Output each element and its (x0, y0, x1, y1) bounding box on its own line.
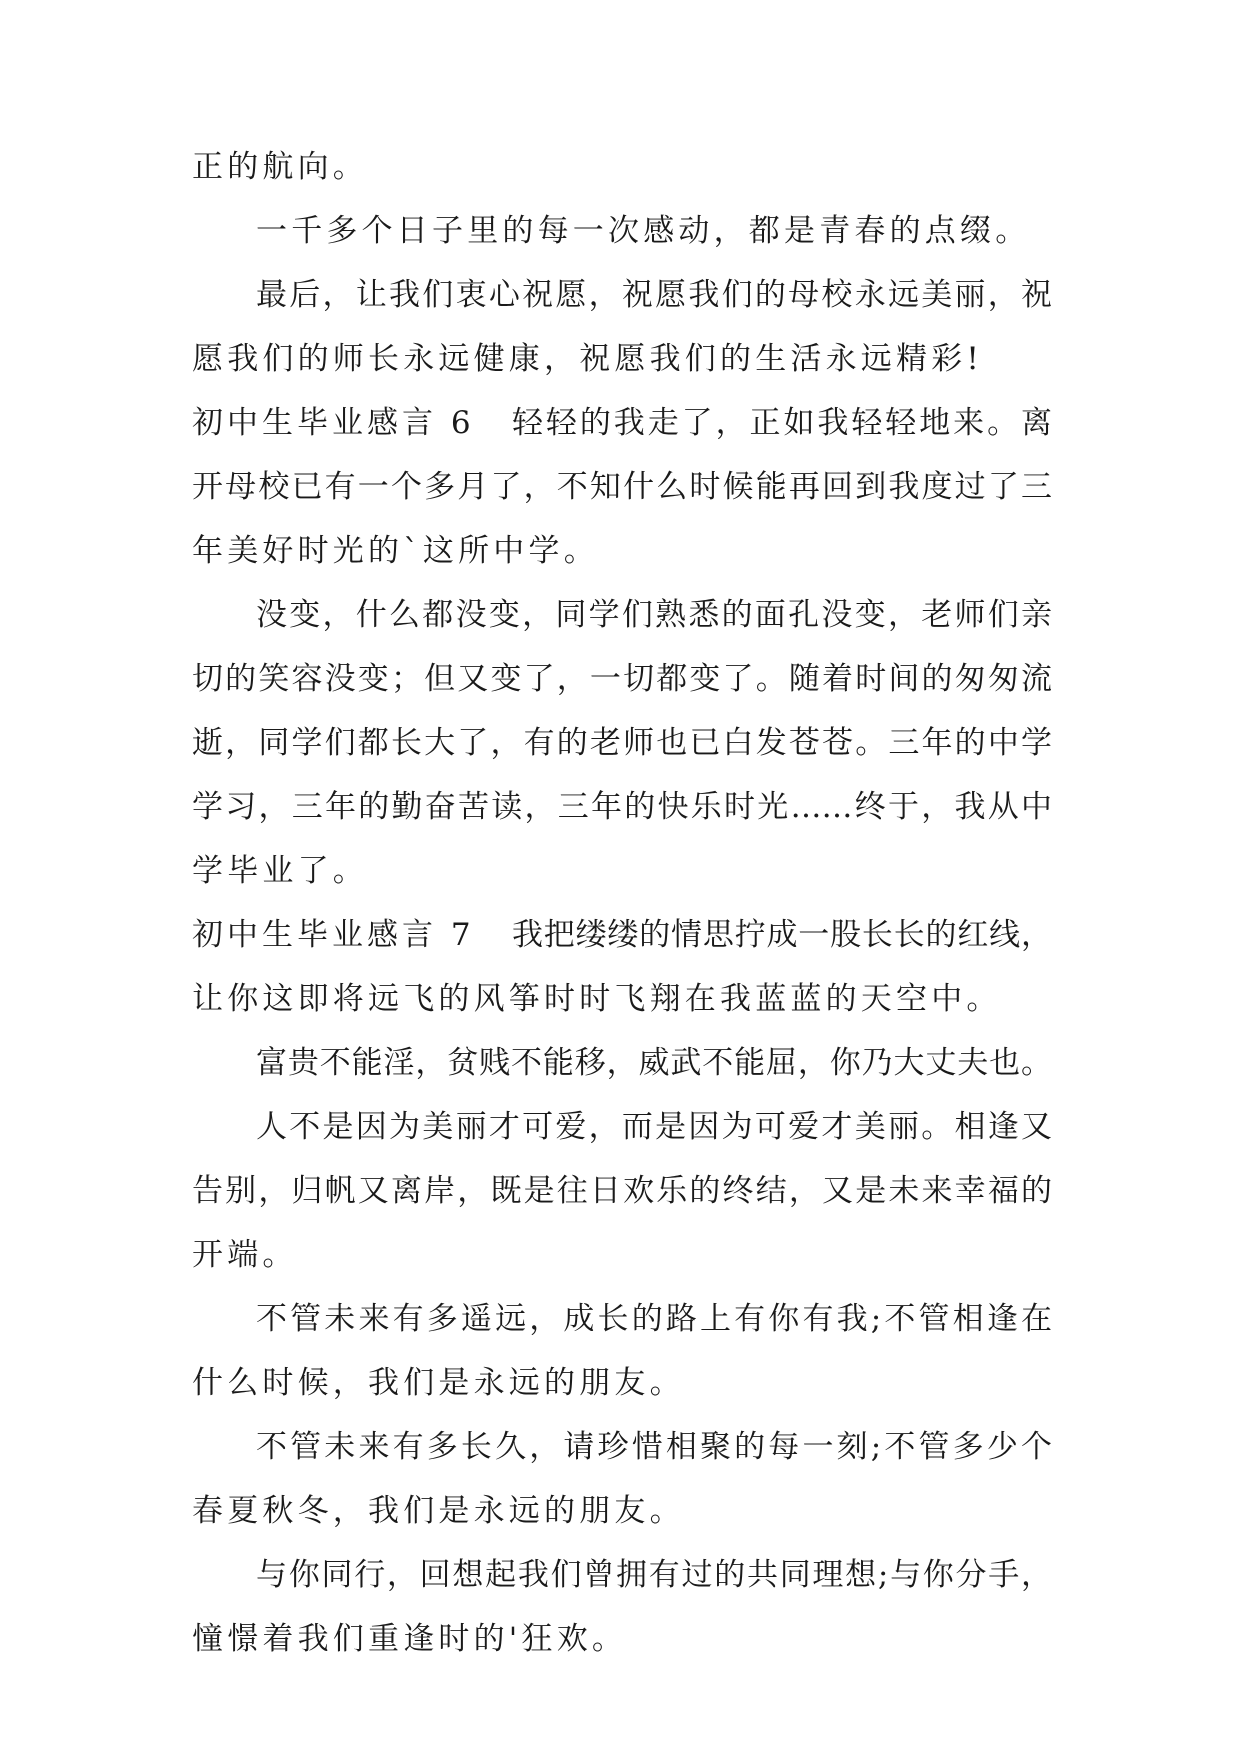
text-line: 让你这即将远飞的风筝时时飞翔在我蓝蓝的天空中。 (192, 981, 1002, 1017)
section-heading: 初中生毕业感言 6 (192, 405, 475, 441)
section-heading-row (192, 915, 1052, 955)
text-line: 最后，让我们衷心祝愿，祝愿我们的母校永远美丽，祝 (256, 277, 1052, 313)
text-line: 富贵不能淫，贫贱不能移，威武不能屈，你乃大丈夫也。 (256, 1045, 1052, 1081)
text-line: 憧憬着我们重逢时的'狂欢。 (192, 1621, 628, 1657)
text-line: 不管未来有多长久，请珍惜相聚的每一刻;不管多少个 (256, 1429, 1052, 1465)
text-line: 切的笑容没变；但又变了，一切都变了。随着时间的匆匆流 (192, 661, 1052, 697)
section-heading-row (192, 403, 1052, 443)
text-line: 愿我们的师长永远健康，祝愿我们的生活永远精彩! (192, 341, 984, 377)
text-line: 人不是因为美丽才可爱，而是因为可爱才美丽。相逢又 (256, 1109, 1052, 1145)
section-heading: 初中生毕业感言 7 (192, 917, 475, 953)
text-line: 正的航向。 (192, 149, 368, 185)
text-line: 逝，同学们都长大了，有的老师也已白发苍苍。三年的中学 (192, 725, 1052, 761)
text-line: 轻轻的我走了，正如我轻轻地来。离 (512, 405, 1052, 441)
text-line: 什么时候，我们是永远的朋友。 (192, 1365, 685, 1401)
text-line: 学习，三年的勤奋苦读，三年的快乐时光……终于，我从中 (192, 789, 1052, 825)
text-line: 告别，归帆又离岸，既是往日欢乐的终结，又是未来幸福的 (192, 1173, 1052, 1209)
text-line: 一千多个日子里的每一次感动，都是青春的点缀。 (256, 213, 1031, 249)
text-line: 开母校已有一个多月了，不知什么时候能再回到我度过了三 (192, 469, 1052, 505)
text-line: 与你同行，回想起我们曾拥有过的共同理想;与你分手， (256, 1557, 1052, 1593)
text-line: 不管未来有多遥远，成长的路上有你有我;不管相逢在 (256, 1301, 1052, 1337)
text-line: 学毕业了。 (192, 853, 368, 889)
text-line: 春夏秋冬，我们是永远的朋友。 (192, 1493, 685, 1529)
text-line: 开端。 (192, 1237, 298, 1273)
text-line: 我把缕缕的情思拧成一股长长的红线， (512, 917, 1052, 953)
text-line: 年美好时光的`这所中学。 (192, 533, 599, 569)
text-line: 没变，什么都没变，同学们熟悉的面孔没变，老师们亲 (256, 597, 1052, 633)
